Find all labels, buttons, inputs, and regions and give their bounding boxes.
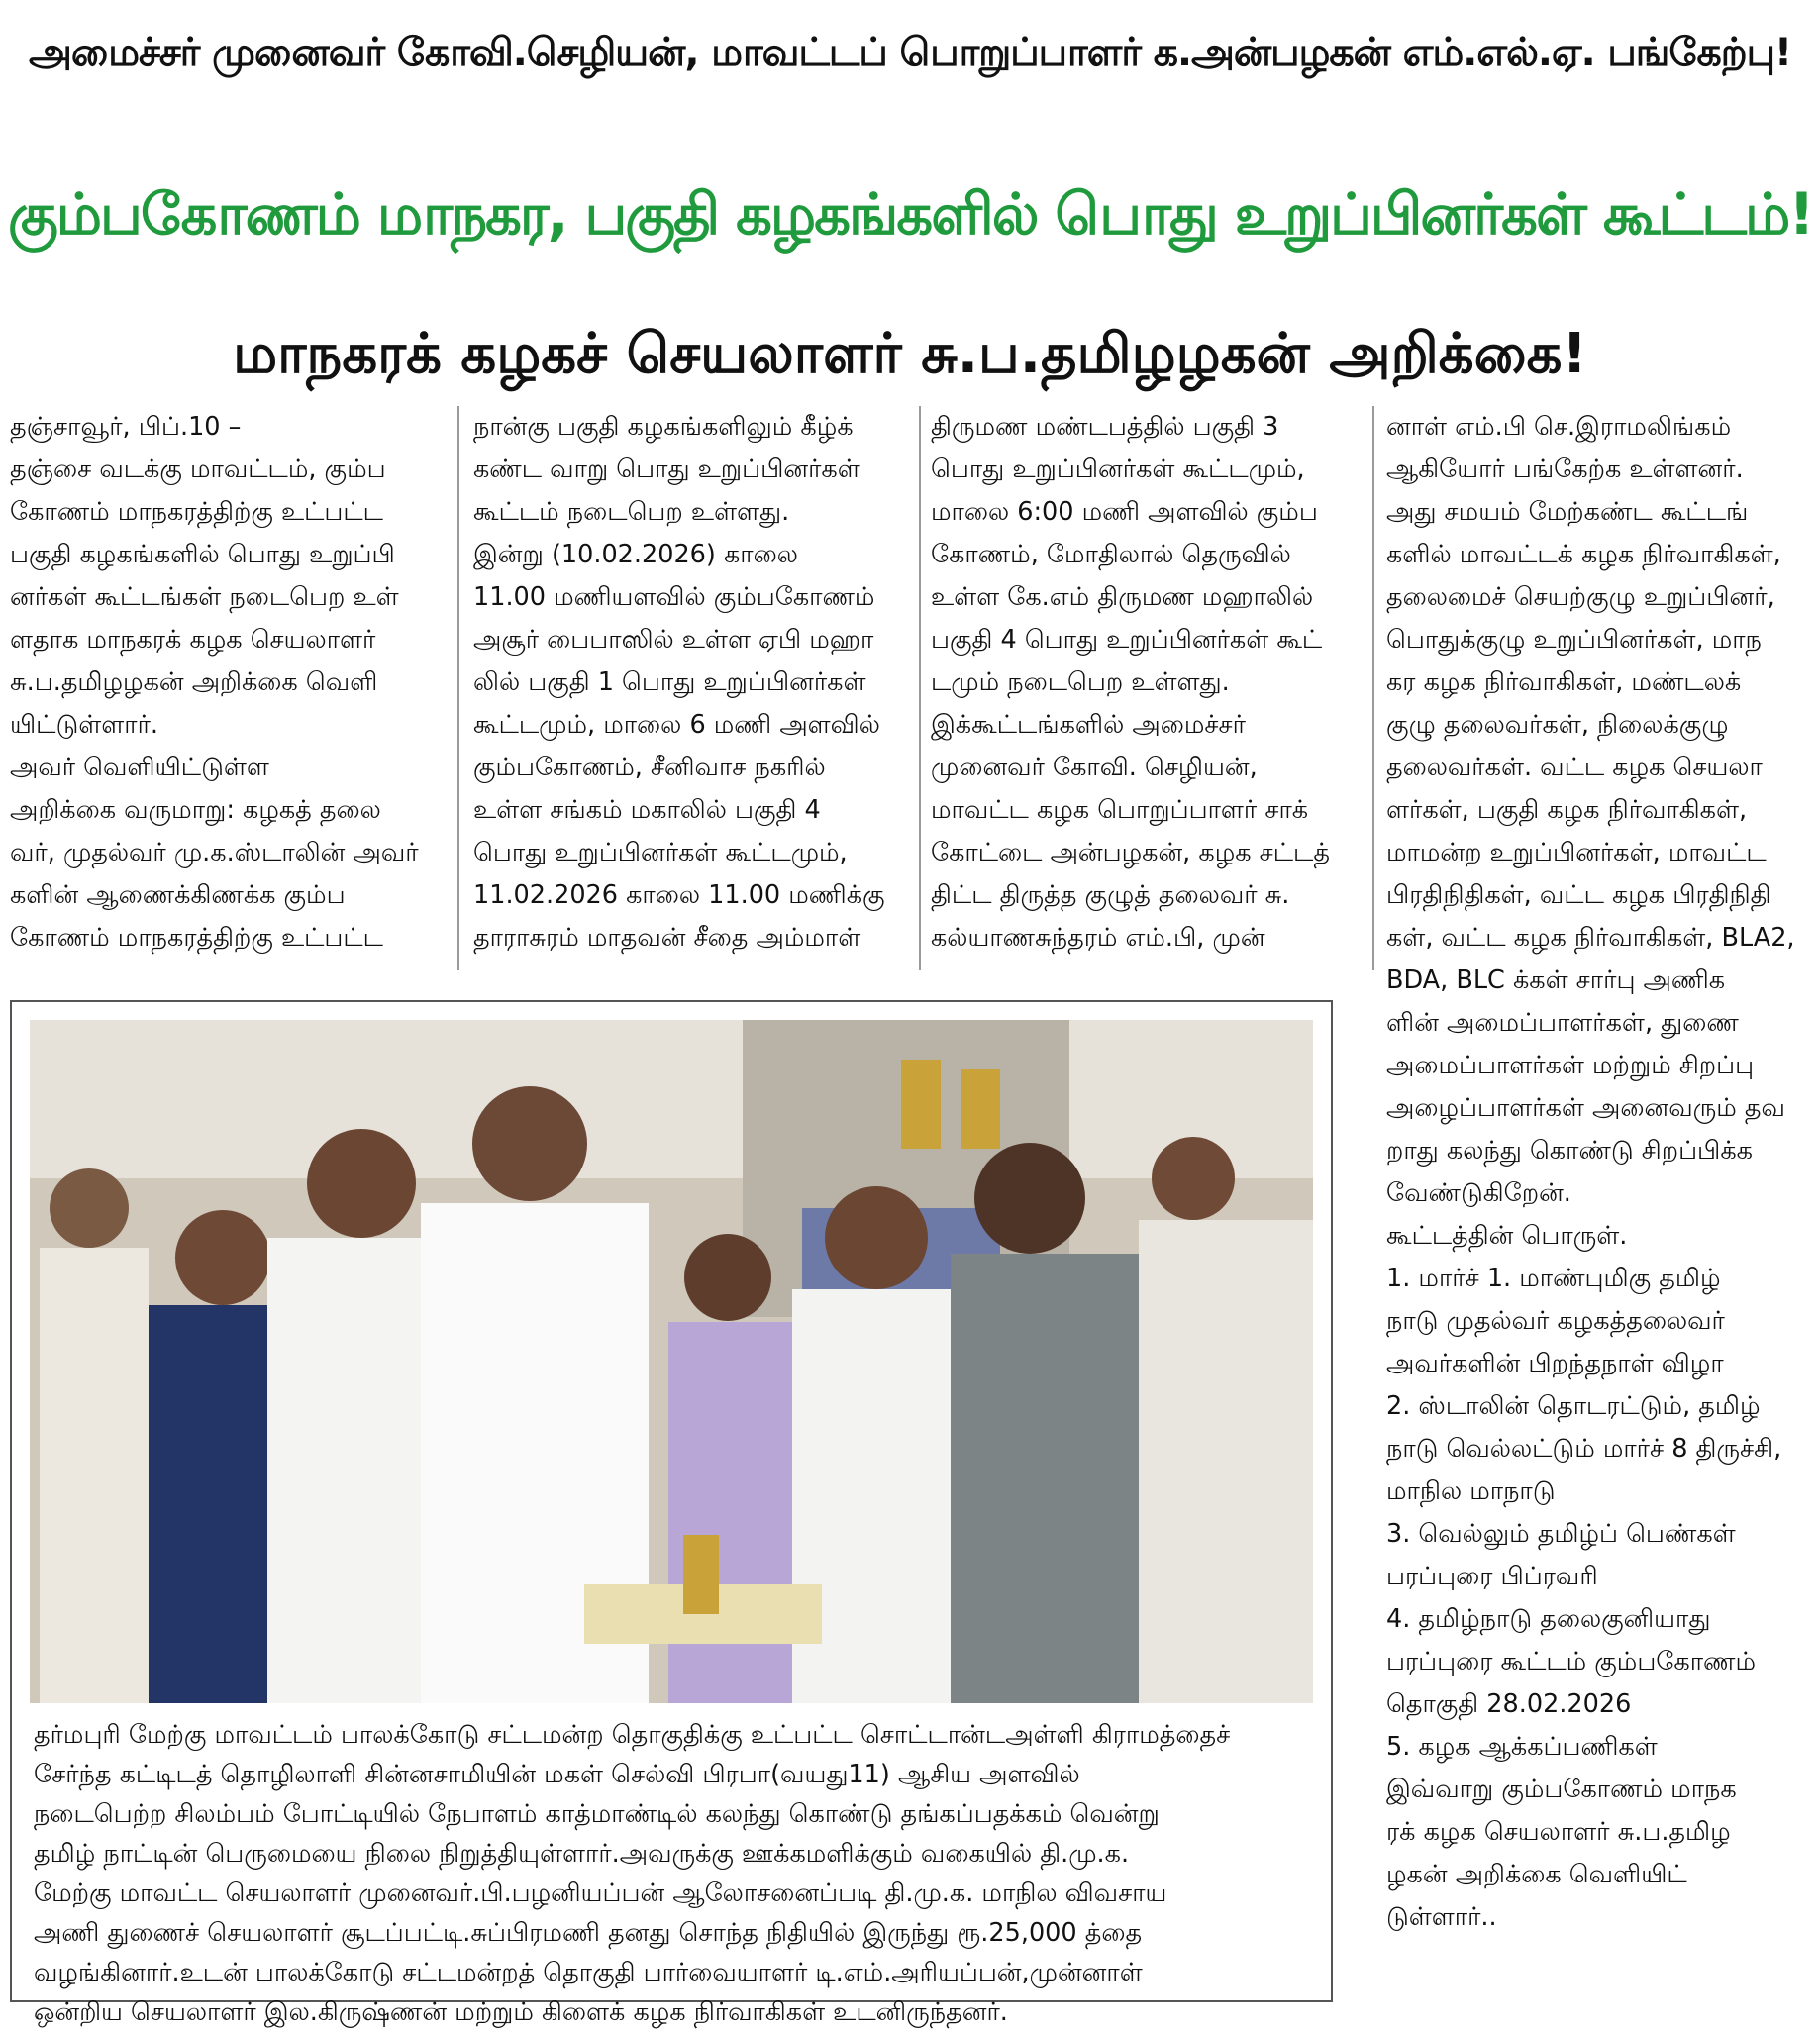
article-line: கல்யாணசுந்தரம் எம்.பி, முன் [931, 923, 1265, 953]
article-line: மாவட்ட கழக பொறுப்பாளர் சாக் [931, 795, 1309, 825]
caption-line: நடைபெற்ற சிலம்பம் போட்டியில் நேபாளம் காத்மாண்டில் கலந்து கொண்டு தங்கப்பதக்கம் வென்று [34, 1799, 1160, 1829]
article-line: டமும் நடைபெற உள்ளது. [931, 667, 1230, 697]
article-line: பொது உறுப்பினர்கள் கூட்டமும், [473, 838, 848, 867]
caption-line: வழங்கினார்.உடன் பாலக்கோடு சட்டமன்றத் தொகுதி பார்வையாளர் டி.எம்.அரியப்பன்,முன்னாள் [34, 1958, 1143, 1987]
article-line: தலைமைச் செயற்குழு உறுப்பினர், [1386, 582, 1775, 612]
article-line: 3. வெல்லும் தமிழ்ப் பெண்கள் [1386, 1519, 1736, 1549]
article-line: அவர்களின் பிறந்தநாள் விழா [1386, 1349, 1724, 1378]
news-photo [30, 1020, 1313, 1703]
article-line: பொதுக்குழு உறுப்பினர்கள், மாந [1386, 625, 1762, 655]
headline-kicker: அமைச்சர் முனைவர் கோவி.செழியன், மாவட்டப் பொறுப்பாளர் க.அன்பழகன் எம்.எல்.ஏ. பங்கேற்பு! [28, 30, 1792, 75]
article-line: இக்கூட்டங்களில் அமைச்சர் [931, 710, 1246, 740]
article-line: சு.ப.தமிழழகன் அறிக்கை வெளி [10, 667, 378, 697]
article-line: லில் பகுதி 1 பொது உறுப்பினர்கள் [473, 667, 866, 697]
article-line: கோணம், மோதிலால் தெருவில் [931, 540, 1291, 569]
article-line: றாது கலந்து கொண்டு சிறப்பிக்க [1386, 1136, 1753, 1166]
article-line: கண்ட வாறு பொது உறுப்பினர்கள் [473, 455, 860, 484]
article-line: அவர் வெளியிட்டுள்ள [10, 753, 269, 782]
article-line: கோட்டை அன்பழகன், கழக சட்டத் [931, 838, 1330, 867]
article-line: தலைவர்கள். வட்ட கழக செயலா [1386, 753, 1763, 782]
article-line: கூட்டத்தின் பொருள். [1386, 1221, 1628, 1251]
article-line: பகுதி 4 பொது உறுப்பினர்கள் கூட் [931, 625, 1323, 655]
article-line: பரப்புரை பிப்ரவரி [1386, 1562, 1598, 1591]
caption-line: சேர்ந்த கட்டிடத் தொழிலாளி சின்னசாமியின் மகள் செல்வி பிரபா(வயது11) ஆசிய அளவில் [34, 1760, 1080, 1789]
column-rule [457, 406, 459, 970]
article-line: இவ்வாறு கும்பகோணம் மாநக [1386, 1775, 1737, 1804]
article-line: கள், வட்ட கழக நிர்வாகிகள், BLA2, [1386, 923, 1795, 953]
article-line: னாள் எம்.பி செ.இராமலிங்கம் [1386, 412, 1732, 442]
article-line: டுள்ளார்.. [1386, 1902, 1497, 1932]
caption-line: அணி துணைச் செயலாளர் சூடப்பட்டி.சுப்பிரமணி தனது சொந்த நிதியில் இருந்து ரூ.25,000 த்தை [34, 1918, 1143, 1948]
article-line: அது சமயம் மேற்கண்ட கூட்டங் [1386, 497, 1749, 527]
article-line: களில் மாவட்டக் கழக நிர்வாகிகள், [1386, 540, 1781, 569]
article-line: கும்பகோணம், சீனிவாச நகரில் [473, 753, 826, 782]
article-line: கர கழக நிர்வாகிகள், மண்டலக் [1386, 667, 1742, 697]
photo-illustration [30, 1020, 1313, 1703]
article-line: 2. ஸ்டாலின் தொடரட்டும், தமிழ் [1386, 1391, 1761, 1421]
article-line: திட்ட திருத்த குழுத் தலைவர் சு. [931, 880, 1290, 910]
article-line: வேண்டுகிறேன். [1386, 1178, 1571, 1208]
article-line: தாராசுரம் மாதவன் சீதை அம்மாள் [473, 923, 861, 953]
article-line: நான்கு பகுதி கழகங்களிலும் கீழ்க் [473, 412, 854, 442]
article-line: பொது உறுப்பினர்கள் கூட்டமும், [931, 455, 1305, 484]
article-line: 1. மார்ச் 1. மாண்புமிகு தமிழ் [1386, 1264, 1721, 1293]
article-line: தொகுதி 28.02.2026 [1386, 1689, 1632, 1719]
article-line: கூட்டம் நடைபெற உள்ளது. [473, 497, 790, 527]
article-line: இன்று (10.02.2026) காலை [473, 540, 798, 569]
article-line: அழைப்பாளர்கள் அனைவரும் தவ [1386, 1093, 1785, 1123]
article-line: உள்ள சங்கம் மகாலில் பகுதி 4 [473, 795, 821, 825]
article-line: யிட்டுள்ளார். [10, 710, 158, 740]
article-line: BDA, BLC க்கள் சார்பு அணிக [1386, 965, 1726, 995]
article-line: கூட்டமும், மாலை 6 மணி அளவில் [473, 710, 880, 740]
article-line: அசூர் பைபாஸில் உள்ள ஏபி மஹா [473, 625, 874, 655]
article-line: நாடு முதல்வர் கழகத்தலைவர் [1386, 1306, 1725, 1336]
column-rule [1372, 406, 1374, 970]
article-line: 11.00 மணியளவில் கும்பகோணம் [473, 582, 875, 612]
headline-title: கும்பகோணம் மாநகர, பகுதி கழகங்களில் பொது உறுப்பினர்கள் கூட்டம்! [8, 181, 1813, 248]
article-line: தஞ்சாவூர், பிப்.10 – [10, 412, 242, 442]
article-line: வர், முதல்வர் மு.க.ஸ்டாலின் அவர் [10, 838, 419, 867]
caption-line: தமிழ் நாட்டின் பெருமையை நிலை நிறுத்தியுள்ளார்.அவருக்கு ஊக்கமளிக்கும் வகையில் தி.மு.க. [34, 1839, 1130, 1869]
caption-line: ஒன்றிய செயலாளர் இல.கிருஷ்ணன் மற்றும் கிளைக் கழக நிர்வாகிகள் உடனிருந்தனர். [34, 1997, 1008, 2027]
article-line: குழு தலைவர்கள், நிலைக்குழு [1386, 710, 1729, 740]
photo-feature [10, 1000, 1333, 2027]
article-line: ரக் கழக செயலாளர் சு.ப.தமிழ [1386, 1817, 1731, 1847]
article-line: ளதாக மாநகரக் கழக செயலாளர் [10, 625, 376, 655]
article-line: ளின் அமைப்பாளர்கள், துணை [1386, 1008, 1739, 1038]
photo-caption [34, 1715, 1315, 2032]
article-column-2 [473, 406, 909, 960]
article-line: பகுதி கழகங்களில் பொது உறுப்பி [10, 540, 395, 569]
article-line: பரப்புரை கூட்டம் கும்பகோணம் [1386, 1647, 1757, 1676]
article-column-4 [1386, 406, 1812, 1939]
article-line: 4. தமிழ்நாடு தலைகுனியாது [1386, 1604, 1711, 1634]
article-line: னர்கள் கூட்டங்கள் நடைபெற உள் [10, 582, 399, 612]
article-line: மாலை 6:00 மணி அளவில் கும்ப [931, 497, 1318, 527]
article-line: கோணம் மாநகரத்திற்கு உட்பட்ட [10, 923, 383, 953]
article-line: நாடு வெல்லட்டும் மார்ச் 8 திருச்சி, [1386, 1434, 1782, 1464]
caption-line: மேற்கு மாவட்ட செயலாளர் முனைவர்.பி.பழனியப்பன் ஆலோசனைப்படி தி.மு.க. மாநில விவசாய [34, 1879, 1167, 1908]
article-line: மாமன்ற உறுப்பினர்கள், மாவட்ட [1386, 838, 1767, 867]
article-column-1 [10, 406, 442, 960]
article-line: மாநில மாநாடு [1386, 1476, 1556, 1506]
article-line: திருமண மண்டபத்தில் பகுதி 3 [931, 412, 1279, 442]
article-line: களின் ஆணைக்கிணக்க கும்ப [10, 880, 346, 910]
article-line: அறிக்கை வருமாறு: கழகத் தலை [10, 795, 381, 825]
headline-subtitle: மாநகரக் கழகச் செயலாளர் சு.ப.தமிழழகன் அறிக்கை! [233, 322, 1587, 386]
article-line: உள்ள கே.எம் திருமண மஹாலில் [931, 582, 1314, 612]
article-line: தஞ்சை வடக்கு மாவட்டம், கும்ப [10, 455, 386, 484]
article-line: 5. கழக ஆக்கப்பணிகள் [1386, 1732, 1658, 1762]
article-line: 11.02.2026 காலை 11.00 மணிக்கு [473, 880, 885, 910]
caption-line: தர்மபுரி மேற்கு மாவட்டம் பாலக்கோடு சட்டமன்ற தொகுதிக்கு உட்பட்ட சொட்டான்டஅள்ளி கிராமத்தைச் [34, 1720, 1231, 1750]
article-line: அமைப்பாளர்கள் மற்றும் சிறப்பு [1386, 1051, 1755, 1080]
article-line: முனைவர் கோவி. செழியன், [931, 753, 1258, 782]
article-line: ஆகியோர் பங்கேற்க உள்ளனர். [1386, 455, 1744, 484]
article-line: கோணம் மாநகரத்திற்கு உட்பட்ட [10, 497, 383, 527]
column-rule [919, 406, 921, 970]
article-line: பிரதிநிதிகள், வட்ட கழக பிரதிநிதி [1386, 880, 1771, 910]
article-column-3 [931, 406, 1357, 960]
article-line: ழகன் அறிக்கை வெளியிட் [1386, 1860, 1687, 1889]
article-line: ளர்கள், பகுதி கழக நிர்வாகிகள், [1386, 795, 1748, 825]
